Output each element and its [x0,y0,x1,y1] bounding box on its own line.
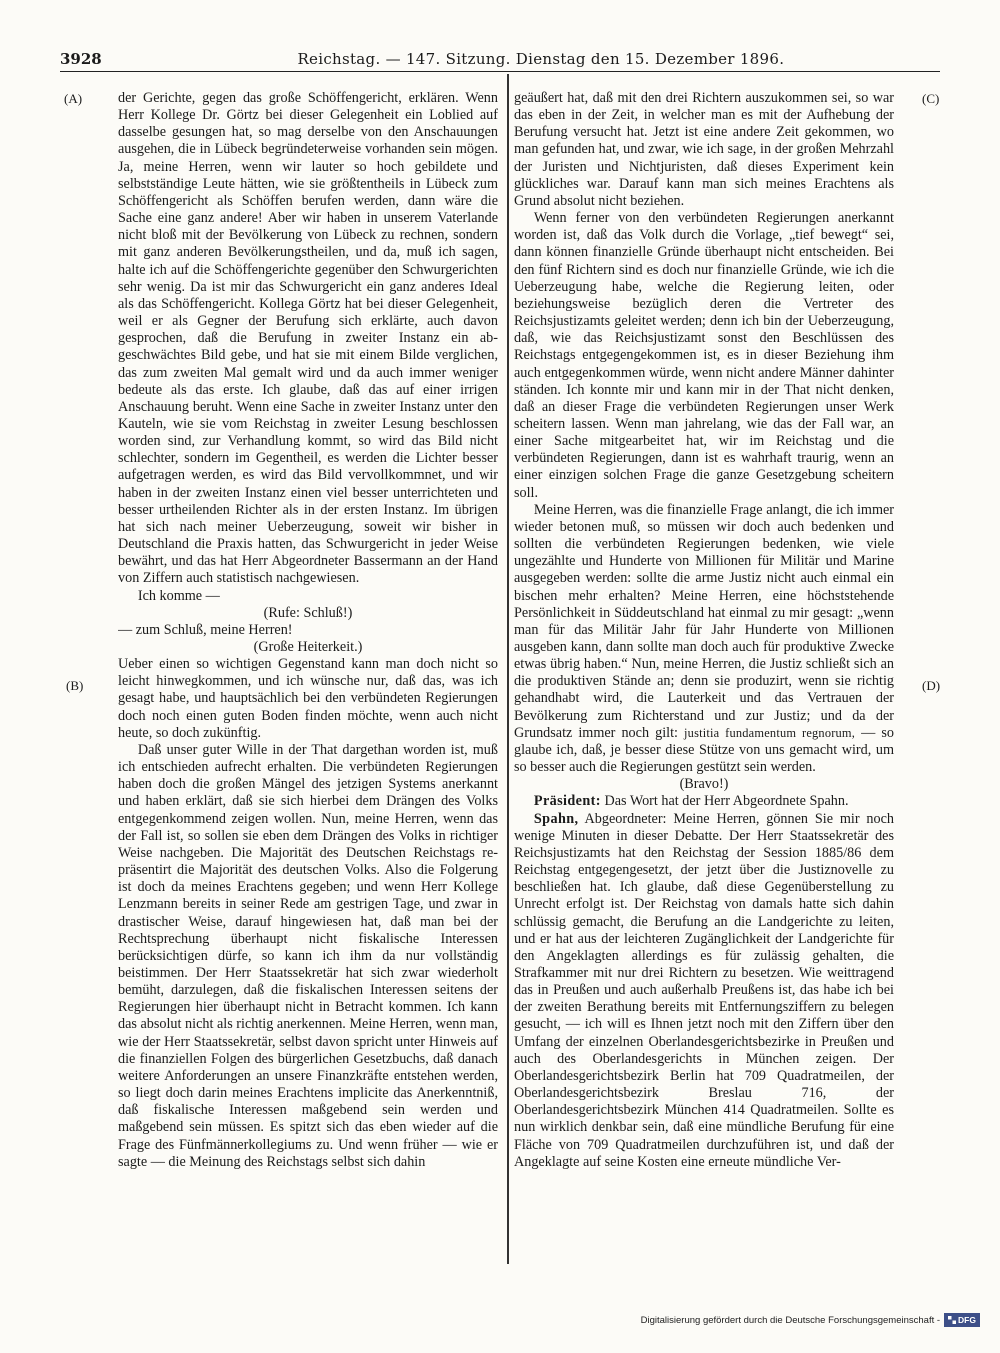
dfg-logo [944,1313,980,1327]
left-paragraph-2: Ich komme — [137,587,220,604]
left-interjection-1: (Rufe: Schluß!) [263,604,353,621]
running-head: Reichstag. — 147. Sitzung. Dienstag den 15. Dezember 1896. [297,50,785,68]
dfg-mark-icon [948,1316,956,1324]
left-paragraph-4: Ueber einen so wichtigen Gegenstand kann man doch nicht so leicht hinwegkommen, und ich wünsche nur, daß das, was ich gesagt habe, und hauptsächlich bei den verbündeten Regierungen doch noch einen guten Boden finden möchte, wenn auch nicht heute, so doch zukünftig. [118,656,498,741]
left-paragraph-1: der Gerichte, gegen das große Schöffengericht, erklären. Wenn Herr Kollege Dr. Görtz bei dieser Gelegenheit ein Loblied auf dasselbe gesungen hat, so mag derselbe von den Anschauungen ausgehen, die in Lübeck begründeterweise vorhanden sein mögen. Ja, meine Herren, wenn wir lauter so hoch gebildete und selbstständige Leute hätten, wie sie größtentheils in Lübeck zum Schöffengericht als Schöffen berufen werden, dann wäre die Sache eine ganz andere! Aber wir haben in unserem Vaterlande nicht bloß mit der Bevölkerung von Lübeck zu rechnen, sondern mit ganz anderen Bevölkerungstheilen, und da, muß ich sagen, halte ich auf die Schöffengerichte gegenüber den Schwurgerichten sehr wenig. Da ist mir das Schwurgericht ein ganz anderes Ideal als das Schöffengericht. Kollega Görtz hat bei dieser Gelegenheit, weil er als Gegner der Berufung sich erklärte, auch davon gesprochen, daß die Berufung in zweiter Instanz ein abgeschwächtes Bild gebe, und hat sie mit einem Bilde verglichen, das zum zweiten Mal gemalt wird und da auch immer weniger bedeute als das erste. Ich glaube, daß das auf einer irrigen Anschauung beruht. Wenn eine Sache in zweiter Instanz unter den Kauteln, wie sie vom Reichstag in zweiter Lesung beschlossen worden sind, zur Verhandlung kommt, so wird das Bild nicht schlechter, sondern im Gegentheil, es werden die Lichter besser aufgetragen werden, es wird das Bild vervollkommnet, und wir haben in der zweiten Instanz einen viel besser unterrichteten und besser urtheilenden Richter als in der ersten Instanz. Im übrigen hat sich nach meiner Ueberzeugung, soweit wir bisher in Deutschland die Praxis hatten, das Schwurgericht in jeder Weise bewährt, und das hat Herr Abgeordneter Bassermann an der Hand von Ziffern auch statistisch nachgewiesen. [118,90,498,587]
page-header [60,46,940,72]
right-paragraph-3-text: Meine Herren, was die finanzielle Frage anlangt, die ich immer wieder betonen muß, so müssen wir doch auch bedenken und sollten die verbündeten Regierungen bedenken, wie viele ungezählte und Hunderte von Millionen für Militär und Marine ausgegeben werden: sollte die arme Justiz nicht auch einmal ein bischen mehr erhalten? Meine Herren, eine höchststehende Persönlichkeit in Süddeutschland hat einmal zu mir gesagt: „wenn man für das Militär Jahr für Jahr Hunderte von Millionen ausgeben kann, dann sollte man doch auch für produktive Zwecke etwas übrig haben.“ Nun, meine Herren, die Justiz schließt sich an die produktiven Stände an; denn sie produzirt, wenn sie richtig gehandhabt wird, die Lauterkeit und das Vertrauen der Bevölkerung zum Richterstand und zur Justiz; und da der Grundsatz immer noch gilt: [514,501,894,741]
margin-mark-c: (C) [922,91,940,106]
right-paragraph-3 [514,502,894,777]
right-paragraph-spahn [514,811,894,1171]
latin-quote: justitia fundamentum regnorum, [684,725,856,740]
footer-credit [610,1311,980,1329]
left-paragraph-5: Daß unser guter Wille in der That dargethan worden ist, muß ich entschieden aufrecht erhalten. Die verbündeten Regierungen haben doch die großen Mängel des jetzigen Systems anerkannt und haben erklärt, daß sie sich hierbei dem Drängen des Volks entgegenkommend zeigen wollen. Nun, meine Herren, wenn das der Fall ist, so sollen sie eben dem Drängen des Volks in richtiger Weise nachgeben. Die Majorität des Deutschen Reichstags repräsentirt die Majorität des deutschen Volks. Also die Folgerung ist doch da meines Erachtens gegeben; und wenn Herr Kollege Lenzmann bereits in seiner Rede am gestrigen Tage, und zwar in drastischer Weise, darauf hingewiesen hat, daß man bei der Rechtsprechung überhaupt nicht fiskalische Interessen berücksichtigen dürfe, so kann ich ihm da nur vollständig beistimmen. Der Herr Staatssekretär hat sich zwar wiederholt bemüht, darzulegen, daß die fiskalischen Interessen seitens der Regierungen hier überhaupt nicht in Betracht kommen. Ich kann das absolut nicht als richtig anerkennen. Meine Herren, wenn man, wie der Herr Staatssekretär, selbst davon spricht unter Hinweis auf die finanziellen Folgen des bürgerlichen Gesetzbuchs, daß danach weitere Anforderungen an unsere Finanzkräfte entstehen werden, so liegt doch darin meines Erachtens implicite das Anerkenntniß, daß fiskalische Interessen maßgebend sein werden und maßgebend sein müssen. Es spitzt sich das eben wieder auf die Frage des Fünfmännerkollegiums zu. Und wenn früher — wie er sagte — die Meinung des Reichstags selbst sich dahin [118,741,498,1170]
right-paragraph-president [514,793,894,810]
speaker-president: Präsident: [533,793,601,810]
speaker-spahn: Spahn, [533,810,579,827]
right-paragraph-2: Wenn ferner von den verbündeten Regierungen anerkannt worden ist, daß das Volk durch die Vorlage, „tief bewegt“ sei, dann können finanzielle Gründe überhaupt nicht entscheiden. Bei den fünf Richtern sind es doch nur finanzielle Gründe, wie ich die Ueberzeugung habe, welche die Regierung leiten, oder beziehungsweise bezüglich deren die Vertreter des Reichsjustizamts geleitet werden; denn ich bin der Ueberzeugung, daß, wie das Reichsjustizamt sonst den Beschlüssen des Reichstags entgegengekommen ist, es in dieser Beziehung ihm auch entgegenkommen würde, wenn nicht andere Männer dahinter ständen. Ich konnte mir und kann mir in der That nicht denken, daß an dieser Frage die verbündeten Regierungen unser Werk scheitern lassen. Wenn man jahrelang, wie das der Fall war, an einer Sache mitgearbeitet hat, wir im Reichstag und die verbündeten Regierungen, dann ist es wahrhaft traurig, wenn an einer einzigen solchen Frage die ganze Gesetzgebung scheitern soll. [514,210,894,501]
right-paragraph-1: geäußert hat, daß mit den drei Richtern auszukommen sei, so war das eben in der Zeit, in welcher man es mit der Aufhebung der Berufung versucht hat. Jetzt ist eine andere Zeit gekommen, wo man gefunden hat, und zwar, wie ich sage, in der großen Mehrzahl der Juristen und Nichtjuristen, daß dieses Experiment kein glückliches war. Darauf kann man sich meines Erachtens als Grund absolut nicht beziehen. [514,90,894,209]
right-column [514,90,894,1258]
footer-credit-text: Digitalisierung gefördert durch die Deutsche Forschungsgemeinschaft - [640,1314,941,1326]
president-text: Das Wort hat der Herr Abgeordnete Spahn. [600,793,849,810]
left-paragraph-3: — zum Schluß, meine Herren! [118,621,293,638]
left-column [118,90,498,1258]
right-interjection-bravo: (Bravo!) [679,776,729,793]
margin-mark-a: (A) [64,91,83,106]
margin-mark-b: (B) [66,678,84,693]
column-divider [507,74,509,1264]
dfg-logo-text: DFG [958,1315,976,1325]
spahn-text: Abgeordneter: Meine Herren, gönnen Sie mir noch wenige Minuten in dieser Debatte. Der Herr Staatssekretär des Reichsjustizamts hat den Reichstag der Session 1885/86 dem Reichstag entgegengesetzt, der jetzt über die Justiznovelle zu beschließen hat. Ich glaube, daß diese Gegenüberstellung zu Unrecht erfolgt ist. Der Reichstag von damals hatte sich dahin schlüssig gemacht, die Berufung an die Landgerichte zu leiten, und er hat aus der leichteren Zugänglichkeit der Landgerichte für den Angeklagten allerdings es für zulässig gehalten, die Strafkammer mit nur drei Richtern zu besetzen. Wie weittragend das in Preußen und auch außerhalb Preußens ist, das habe ich bei der zweiten Berathung bereits mit Entfernungsziffern zu belegen gesucht, — ich will es Ihnen jetzt noch mit den Ziffern über den Umfang der einzelnen Oberlandesgerichtsbezirke in Preußen und auch des Oberlandesgerichts in München zeigen. Der Oberlandesgerichtsbezirk Berlin hat 709 Quadratmeilen, der Oberlandesgerichtsbezirk Breslau 716, der Oberlandesgerichtsbezirk München 414 Quadratmeilen. Sollte es nun wirklich denkbar sein, daß eine mündliche Berufung für eine Fläche von 709 Quadratmeilen durchzuführen ist, und daß der Angeklagte auf seine Kosten eine erneute mündliche Ver- [514,810,894,1170]
page-number: 3928 [60,50,102,68]
left-interjection-2: (Große Heiterkeit.) [253,639,363,655]
right-paragraph-3-end: — so glaube ich, daß, je besser diese Stütze von uns gemacht wird, um so besser auch die Regierungen gestützt sein werden. [514,724,894,776]
margin-mark-d: (D) [922,678,941,693]
